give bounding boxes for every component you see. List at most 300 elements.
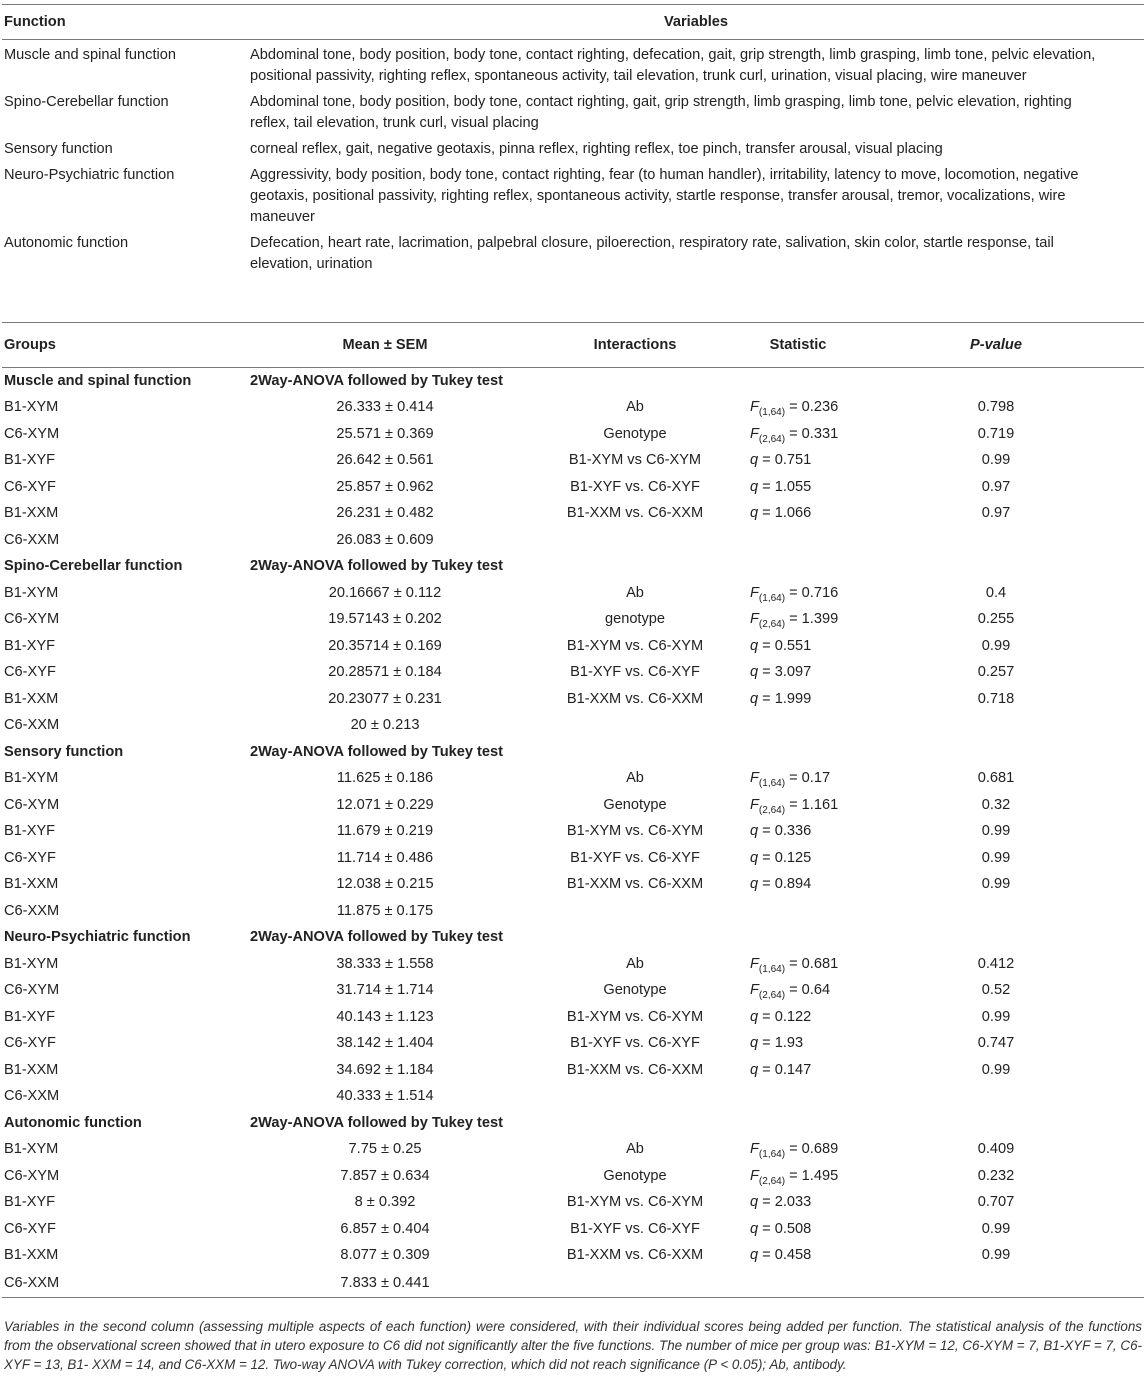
group-name: B1-XXM xyxy=(4,876,59,893)
group-name: C6-XXM xyxy=(4,902,60,919)
group-name: C6-XXM xyxy=(4,1274,60,1291)
group-name: B1-XYM xyxy=(4,955,59,972)
header-mean: Mean ± SEM xyxy=(342,336,428,353)
group-row xyxy=(2,845,1144,872)
statistic-cell xyxy=(748,421,848,448)
mean-sem: 26.083 ± 0.609 xyxy=(336,531,434,548)
interaction: B1-XXM vs. C6-XXM xyxy=(566,1247,704,1264)
group-row xyxy=(2,1031,1144,1058)
p-value: 0.409 xyxy=(977,1141,1015,1158)
interaction: Genotype xyxy=(603,796,667,813)
statistic xyxy=(750,1007,846,1028)
statistic-cell xyxy=(748,766,848,793)
statistic-cell xyxy=(748,395,848,422)
statistic-cell xyxy=(748,1243,848,1270)
section-header-row xyxy=(2,554,1144,581)
mean-sem: 25.857 ± 0.962 xyxy=(336,478,434,495)
group-row xyxy=(2,607,1144,634)
statistic-symbol: q xyxy=(750,1220,759,1237)
group-row xyxy=(2,395,1144,422)
group-name: C6-XYF xyxy=(4,664,56,681)
table2-header-row xyxy=(2,323,1144,368)
mean-sem: 8 ± 0.392 xyxy=(354,1194,416,1211)
function-variables: Defecation, heart rate, lacrimation, palpebral closure, piloerection, respiratory rate, salivation, skin color, startle response, tail elevation, urination xyxy=(250,235,1054,272)
group-name: B1-XXM xyxy=(4,1061,59,1078)
statistic-symbol: F xyxy=(750,1167,759,1184)
statistic-symbol: q xyxy=(750,849,759,866)
statistic xyxy=(750,768,846,789)
interaction: B1-XYM vs. C6-XYM xyxy=(566,637,704,654)
statistic xyxy=(750,1245,846,1266)
section-test: 2Way-ANOVA followed by Tukey test xyxy=(250,558,503,575)
statistic-value: = 0.122 xyxy=(758,1008,812,1025)
group-name: C6-XYM xyxy=(4,1167,60,1184)
function-name: Spino-Cerebellar function xyxy=(4,94,169,110)
mean-sem: 11.625 ± 0.186 xyxy=(336,770,434,787)
p-value: 0.718 xyxy=(977,690,1015,707)
interaction: Ab xyxy=(626,584,644,601)
statistic-value: = 0.336 xyxy=(758,823,812,840)
p-value: 0.719 xyxy=(977,425,1015,442)
statistic-symbol: q xyxy=(750,876,759,893)
group-row xyxy=(2,1163,1144,1190)
group-name: C6-XXM xyxy=(4,1088,60,1105)
function-variables: Aggressivity, body position, body tone, contact righting, fear (to human handler), irritability, latency to move, locomotion, negative geotaxis, positional passivity, righting reflex, spontaneous activity, startle response, transfer arousal, tremor, vocalizations, wire maneuver xyxy=(250,167,1079,225)
group-row xyxy=(2,448,1144,475)
statistic-symbol: q xyxy=(750,1035,759,1052)
statistic-cell xyxy=(748,1084,848,1111)
statistic-symbol: F xyxy=(750,611,759,628)
interaction xyxy=(522,527,748,554)
section-name: Muscle and spinal function xyxy=(4,372,192,389)
function-variables: Abdominal tone, body position, body tone, contact righting, gait, grip strength, limb grasping, limb tone, pelvic elevation, righting reflex, tail elevation, trunk curl, visual placing xyxy=(250,94,1072,131)
header-variables: Variables xyxy=(663,13,729,30)
group-row xyxy=(2,792,1144,819)
statistic xyxy=(750,1033,846,1054)
function-variables: Abdominal tone, body position, body tone, contact righting, defecation, gait, grip strength, limb grasping, limb tone, pelvic elevation, positional passivity, righting reflex, spontaneous activity, tail elevation, trunk curl, urination, visual placing, wire maneuver xyxy=(250,47,1096,84)
statistic xyxy=(750,636,846,657)
statistic xyxy=(750,450,846,471)
statistic-cell xyxy=(748,580,848,607)
group-row xyxy=(2,633,1144,660)
interaction xyxy=(522,898,748,925)
statistic-cell xyxy=(748,1216,848,1243)
group-row xyxy=(2,1216,1144,1243)
mean-sem: 20.23077 ± 0.231 xyxy=(328,690,442,707)
mean-sem: 26.333 ± 0.414 xyxy=(336,399,434,416)
mean-sem: 7.75 ± 0.25 xyxy=(348,1141,422,1158)
mean-sem: 8.077 ± 0.309 xyxy=(340,1247,430,1264)
function-variables-table xyxy=(2,4,1144,278)
mean-sem: 11.875 ± 0.175 xyxy=(336,902,434,919)
interaction: Genotype xyxy=(603,1167,667,1184)
statistic-df: (1,64) xyxy=(758,407,786,419)
statistic-symbol: q xyxy=(750,452,759,469)
p-value: 0.99 xyxy=(981,452,1011,469)
interaction: B1-XYF vs. C6-XYF xyxy=(570,664,700,681)
statistic-value: = 0.17 xyxy=(785,770,831,787)
mean-sem: 12.038 ± 0.215 xyxy=(336,876,434,893)
p-value xyxy=(848,527,1144,554)
statistic-cell xyxy=(748,713,848,740)
group-name: B1-XYM xyxy=(4,770,59,787)
p-value: 0.52 xyxy=(981,982,1011,999)
statistic-df: (2,64) xyxy=(758,433,786,445)
statistic-cell xyxy=(748,1057,848,1084)
interaction: Genotype xyxy=(603,982,667,999)
p-value xyxy=(848,713,1144,740)
interaction xyxy=(522,713,748,740)
statistic xyxy=(750,583,846,604)
group-row xyxy=(2,1137,1144,1164)
mean-sem: 7.833 ± 0.441 xyxy=(340,1274,430,1291)
group-name: C6-XYM xyxy=(4,425,60,442)
p-value xyxy=(848,1084,1144,1111)
p-value: 0.99 xyxy=(981,637,1011,654)
statistic-cell xyxy=(748,898,848,925)
interaction: Ab xyxy=(626,955,644,972)
statistic-cell xyxy=(748,819,848,846)
statistic-cell xyxy=(748,607,848,634)
statistic-symbol: F xyxy=(750,796,759,813)
function-row xyxy=(2,231,1144,278)
p-value: 0.32 xyxy=(981,796,1011,813)
statistic-symbol: q xyxy=(750,478,759,495)
group-row xyxy=(2,660,1144,687)
statistic-symbol: F xyxy=(750,425,759,442)
table1-body xyxy=(2,40,1144,279)
group-name: C6-XYM xyxy=(4,982,60,999)
interaction xyxy=(522,1269,748,1298)
group-name: C6-XYM xyxy=(4,611,60,628)
group-name: B1-XXM xyxy=(4,505,59,522)
group-row xyxy=(2,1084,1144,1111)
interaction xyxy=(522,1084,748,1111)
p-value: 0.99 xyxy=(981,1247,1011,1264)
statistic-cell xyxy=(748,633,848,660)
section-test: 2Way-ANOVA followed by Tukey test xyxy=(250,1114,503,1131)
statistic-symbol: q xyxy=(750,1247,759,1264)
group-name: B1-XYF xyxy=(4,452,56,469)
statistic xyxy=(750,1060,846,1081)
statistic-df: (2,64) xyxy=(758,1175,786,1187)
statistics-table xyxy=(2,322,1144,1298)
interaction: B1-XYM vs. C6-XYM xyxy=(566,1194,704,1211)
statistic-value: = 0.125 xyxy=(758,849,812,866)
p-value: 0.681 xyxy=(977,770,1015,787)
function-name: Sensory function xyxy=(4,141,113,157)
function-row xyxy=(2,40,1144,91)
mean-sem: 40.333 ± 1.514 xyxy=(336,1088,434,1105)
group-name: C6-XYF xyxy=(4,1035,56,1052)
group-row xyxy=(2,1190,1144,1217)
group-row xyxy=(2,872,1144,899)
group-row xyxy=(2,421,1144,448)
statistic-df: (1,64) xyxy=(758,963,786,975)
statistic-value: = 0.508 xyxy=(758,1220,812,1237)
mean-sem: 11.679 ± 0.219 xyxy=(336,823,434,840)
header-interactions: Interactions xyxy=(593,336,677,353)
table2-body xyxy=(2,368,1144,1298)
group-row xyxy=(2,527,1144,554)
group-row xyxy=(2,898,1144,925)
p-value-label: P-value xyxy=(970,336,1022,353)
group-row xyxy=(2,1269,1144,1298)
group-name: C6-XYM xyxy=(4,796,60,813)
interaction: Ab xyxy=(626,399,644,416)
statistic xyxy=(750,477,846,498)
group-name: C6-XYF xyxy=(4,478,56,495)
statistic-df: (2,64) xyxy=(758,619,786,631)
statistic-cell xyxy=(748,1163,848,1190)
group-name: C6-XYF xyxy=(4,849,56,866)
mean-sem: 20.28571 ± 0.184 xyxy=(328,664,442,681)
mean-sem: 20.35714 ± 0.169 xyxy=(328,637,442,654)
mean-sem: 20.16667 ± 0.112 xyxy=(328,584,442,601)
p-value: 0.99 xyxy=(981,1008,1011,1025)
p-value xyxy=(848,898,1144,925)
section-test: 2Way-ANOVA followed by Tukey test xyxy=(250,372,503,389)
group-row xyxy=(2,978,1144,1005)
statistic-cell xyxy=(748,448,848,475)
statistic-cell xyxy=(748,1004,848,1031)
mean-sem: 40.143 ± 1.123 xyxy=(336,1008,434,1025)
statistic-df: (2,64) xyxy=(758,804,786,816)
statistic-symbol: q xyxy=(750,1061,759,1078)
statistic-value: = 0.689 xyxy=(785,1141,839,1158)
statistic-value: = 0.894 xyxy=(758,876,812,893)
statistic xyxy=(750,795,846,816)
group-name: B1-XYF xyxy=(4,1008,56,1025)
interaction: B1-XYF vs. C6-XYF xyxy=(570,1035,700,1052)
statistic-cell xyxy=(748,474,848,501)
statistic-symbol: q xyxy=(750,690,759,707)
group-row xyxy=(2,580,1144,607)
statistic-cell xyxy=(748,686,848,713)
p-value: 0.99 xyxy=(981,876,1011,893)
statistic-cell xyxy=(748,1269,848,1298)
group-name: B1-XYF xyxy=(4,637,56,654)
statistic xyxy=(750,954,846,975)
p-value xyxy=(848,1269,1144,1298)
group-row xyxy=(2,713,1144,740)
interaction: B1-XYF vs. C6-XYF xyxy=(570,1220,700,1237)
function-name: Muscle and spinal function xyxy=(4,47,176,63)
interaction: B1-XXM vs. C6-XXM xyxy=(566,690,704,707)
statistic-cell xyxy=(748,978,848,1005)
section-name: Spino-Cerebellar function xyxy=(4,558,183,575)
statistic-value: = 0.236 xyxy=(785,399,839,416)
mean-sem: 38.333 ± 1.558 xyxy=(336,955,434,972)
statistic-cell xyxy=(748,660,848,687)
statistic-cell xyxy=(748,1137,848,1164)
statistic xyxy=(750,689,846,710)
section-name: Neuro-Psychiatric function xyxy=(4,929,191,946)
group-name: C6-XXM xyxy=(4,531,60,548)
statistic-symbol: q xyxy=(750,1194,759,1211)
statistic xyxy=(750,662,846,683)
group-name: B1-XXM xyxy=(4,690,59,707)
statistic xyxy=(750,821,846,842)
statistic-df: (2,64) xyxy=(758,990,786,1002)
p-value: 0.99 xyxy=(981,849,1011,866)
header-groups: Groups xyxy=(4,336,56,353)
statistic-df: (1,64) xyxy=(758,1149,786,1161)
mean-sem: 6.857 ± 0.404 xyxy=(340,1220,430,1237)
p-value: 0.99 xyxy=(981,1220,1011,1237)
statistic-cell xyxy=(748,872,848,899)
statistic-symbol: F xyxy=(750,770,759,787)
statistic-symbol: F xyxy=(750,982,759,999)
mean-sem: 12.071 ± 0.229 xyxy=(336,796,434,813)
section-header-row xyxy=(2,925,1144,952)
statistic-value: = 1.161 xyxy=(785,796,839,813)
mean-sem: 38.142 ± 1.404 xyxy=(336,1035,434,1052)
statistic-value: = 1.93 xyxy=(758,1035,804,1052)
statistic-value: = 2.033 xyxy=(758,1194,812,1211)
statistic-value: = 1.055 xyxy=(758,478,812,495)
statistic xyxy=(750,1192,846,1213)
statistic-symbol: q xyxy=(750,1008,759,1025)
interaction: B1-XYM vs. C6-XYM xyxy=(566,823,704,840)
statistic-value: = 0.331 xyxy=(785,425,839,442)
p-value: 0.97 xyxy=(981,478,1011,495)
statistic-symbol: q xyxy=(750,823,759,840)
interaction: B1-XYF vs. C6-XYF xyxy=(570,478,700,495)
mean-sem: 11.714 ± 0.486 xyxy=(336,849,434,866)
mean-sem: 26.231 ± 0.482 xyxy=(336,505,434,522)
statistic-value: = 1.999 xyxy=(758,690,812,707)
table-footnote: Variables in the second column (assessing multiple aspects of each function) were considered, with their individual scores being added per function. The statistical analysis of the functions from the observational screen showed that in utero exposure to C6 did not significantly alter the five functions. The number of mice per group was: B1-XYM = 12, C6-XYM = 7, B1-XYF = 7, C6-XYF = 13, B1- XXM = 14, and C6-XXM = 12. Two-way ANOVA with Tukey correction, which did not reach significance (P < 0.05); Ab, antibody. xyxy=(4,1319,1142,1372)
statistic xyxy=(750,1139,846,1160)
function-row xyxy=(2,137,1144,163)
statistic-cell xyxy=(748,527,848,554)
p-value: 0.255 xyxy=(977,611,1015,628)
group-row xyxy=(2,1243,1144,1270)
function-row xyxy=(2,90,1144,137)
statistic xyxy=(750,397,846,418)
section-name: Sensory function xyxy=(4,743,124,760)
header-p-value xyxy=(848,323,1144,368)
statistic-value: = 0.751 xyxy=(758,452,812,469)
mean-sem: 7.857 ± 0.634 xyxy=(340,1167,430,1184)
statistic-value: = 1.495 xyxy=(785,1167,839,1184)
section-test: 2Way-ANOVA followed by Tukey test xyxy=(250,743,503,760)
group-row xyxy=(2,766,1144,793)
interaction: B1-XYF vs. C6-XYF xyxy=(570,849,700,866)
statistic-symbol: q xyxy=(750,505,759,522)
statistic-symbol: q xyxy=(750,664,759,681)
mean-sem: 34.692 ± 1.184 xyxy=(336,1061,434,1078)
statistic-cell xyxy=(748,501,848,528)
group-name: C6-XXM xyxy=(4,717,60,734)
interaction: B1-XXM vs. C6-XXM xyxy=(566,876,704,893)
group-name: B1-XXM xyxy=(4,1247,59,1264)
statistic-value: = 1.399 xyxy=(785,611,839,628)
group-row xyxy=(2,951,1144,978)
statistic-value: = 0.716 xyxy=(785,584,839,601)
interaction: Ab xyxy=(626,770,644,787)
statistic-value: = 0.458 xyxy=(758,1247,812,1264)
interaction: B1-XXM vs. C6-XXM xyxy=(566,505,704,522)
statistic-symbol: q xyxy=(750,637,759,654)
mean-sem: 26.642 ± 0.561 xyxy=(336,452,434,469)
p-value: 0.99 xyxy=(981,823,1011,840)
statistic-value: = 0.64 xyxy=(785,982,831,999)
statistic xyxy=(750,503,846,524)
group-name: B1-XYF xyxy=(4,823,56,840)
header-function: Function xyxy=(4,13,66,30)
section-name: Autonomic function xyxy=(4,1114,142,1131)
statistic-cell xyxy=(748,845,848,872)
group-row xyxy=(2,1057,1144,1084)
statistic-value: = 3.097 xyxy=(758,664,812,681)
statistic-df: (1,64) xyxy=(758,778,786,790)
statistic xyxy=(750,609,846,630)
group-name: B1-XYM xyxy=(4,584,59,601)
p-value: 0.232 xyxy=(977,1167,1015,1184)
p-value: 0.707 xyxy=(977,1194,1015,1211)
statistic-symbol: F xyxy=(750,584,759,601)
interaction: Genotype xyxy=(603,425,667,442)
p-value: 0.257 xyxy=(977,664,1015,681)
statistic-cell xyxy=(748,1190,848,1217)
statistic-symbol: F xyxy=(750,399,759,416)
statistic-symbol: F xyxy=(750,955,759,972)
statistic-cell xyxy=(748,1031,848,1058)
group-row xyxy=(2,1004,1144,1031)
p-value: 0.798 xyxy=(977,399,1015,416)
interaction: Ab xyxy=(626,1141,644,1158)
interaction: genotype xyxy=(604,611,666,628)
group-name: B1-XYM xyxy=(4,1141,59,1158)
statistic-value: = 1.066 xyxy=(758,505,812,522)
statistic xyxy=(750,980,846,1001)
section-header-row xyxy=(2,1110,1144,1137)
group-row xyxy=(2,474,1144,501)
statistic-cell xyxy=(748,792,848,819)
section-header-row xyxy=(2,368,1144,395)
p-value: 0.4 xyxy=(985,584,1007,601)
section-test: 2Way-ANOVA followed by Tukey test xyxy=(250,929,503,946)
statistic-cell xyxy=(748,951,848,978)
group-row xyxy=(2,686,1144,713)
mean-sem: 31.714 ± 1.714 xyxy=(336,982,434,999)
section-header-row xyxy=(2,739,1144,766)
group-name: C6-XYF xyxy=(4,1220,56,1237)
mean-sem: 19.57143 ± 0.202 xyxy=(328,611,442,628)
function-name: Neuro-Psychiatric function xyxy=(4,167,175,183)
group-name: B1-XYF xyxy=(4,1194,56,1211)
group-row xyxy=(2,819,1144,846)
group-name: B1-XYM xyxy=(4,399,59,416)
p-value: 0.99 xyxy=(981,1061,1011,1078)
statistic xyxy=(750,874,846,895)
statistic xyxy=(750,1166,846,1187)
statistic-value: = 0.551 xyxy=(758,637,812,654)
statistic xyxy=(750,1219,846,1240)
interaction: B1-XYM vs. C6-XYM xyxy=(566,1008,704,1025)
statistic-value: = 0.147 xyxy=(758,1061,812,1078)
statistic-value: = 0.681 xyxy=(785,955,839,972)
function-variables: corneal reflex, gait, negative geotaxis, pinna reflex, righting reflex, toe pinch, transfer arousal, visual placing xyxy=(250,141,943,157)
mean-sem: 25.571 ± 0.369 xyxy=(336,425,434,442)
function-name: Autonomic function xyxy=(4,235,129,251)
function-row xyxy=(2,163,1144,231)
interaction: B1-XXM vs. C6-XXM xyxy=(566,1061,704,1078)
p-value: 0.97 xyxy=(981,505,1011,522)
header-statistic: Statistic xyxy=(769,336,827,353)
